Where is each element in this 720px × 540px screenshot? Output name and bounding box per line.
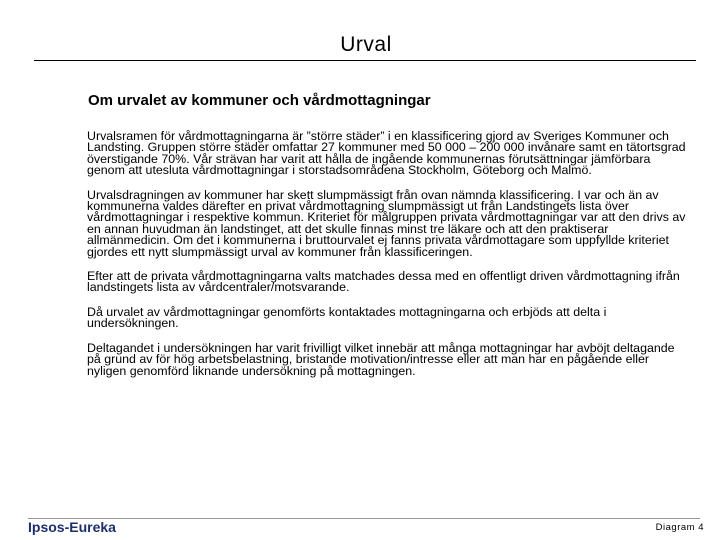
body-text [87,131,687,390]
paragraph: Urvalsdragningen av kommuner har skett slumpmässigt från ovan nämnda klassificering. I var och än av kommunerna valdes därefter en privat vårdmottagning slumpmässigt ut från Landstingets lista över vårdmottagningar i respektive kommun. Kriteriet för målgruppen privata vårdmottagningar var att den drivs av en annan huvudman än landstinget, att det skulle finnas minst tre läkare och att den praktiserar allmänmedicin. Om det i kommunerna i bruttourvalet ej fanns privata vårdmottagare som uppfyllde kriteriet gjordes ett nytt slumpmässigt urval av kommuner från klassificeringen. [87,187,686,259]
page-label: Diagram 4 [655,522,704,533]
ipsos-eureka-logo: Ipsos-Eureka [28,519,116,535]
paragraph: Efter att de privata vårdmottagningarna valts matchades dessa med en offentligt driven vårdmottagning ifrån landstingets lista av vårdcentraler/motsvarande. [87,269,680,295]
paragraph: Urvalsramen för vårdmottagningarna är ”större städer” i en klassificering gjord av Sveriges Kommuner och Landsting. Gruppen större städer omfattar 27 kommuner med 50 000 – 200 000 invånare samt en tätortsgrad överstigande 70%. Vår strävan har varit att hålla de ingående kommunernas förutsättningar jämförbara genom att utesluta vårdmottagningar i storstadsområdena Stockholm, Göteborg och Malmö. [87,129,686,178]
paragraph: Då urvalet av vårdmottagningar genomförts kontaktades mottagningarna och erbjöds att delta i undersökningen. [87,304,607,331]
paragraph: Deltagandet i undersökningen har varit frivilligt vilket innebär att många mottagningar har avböjt deltagande på grund av för hög arbetsbelastning, bristande motivation/intresse eller att man har en pågående eller nyligen genomförd liknande undersökning på mottagningen. [87,340,675,378]
footer-divider [28,518,700,519]
section-heading: Om urvalet av kommuner och vårdmottagningar [88,92,431,109]
slide-title: Urval [340,33,392,56]
title-divider [34,60,696,61]
